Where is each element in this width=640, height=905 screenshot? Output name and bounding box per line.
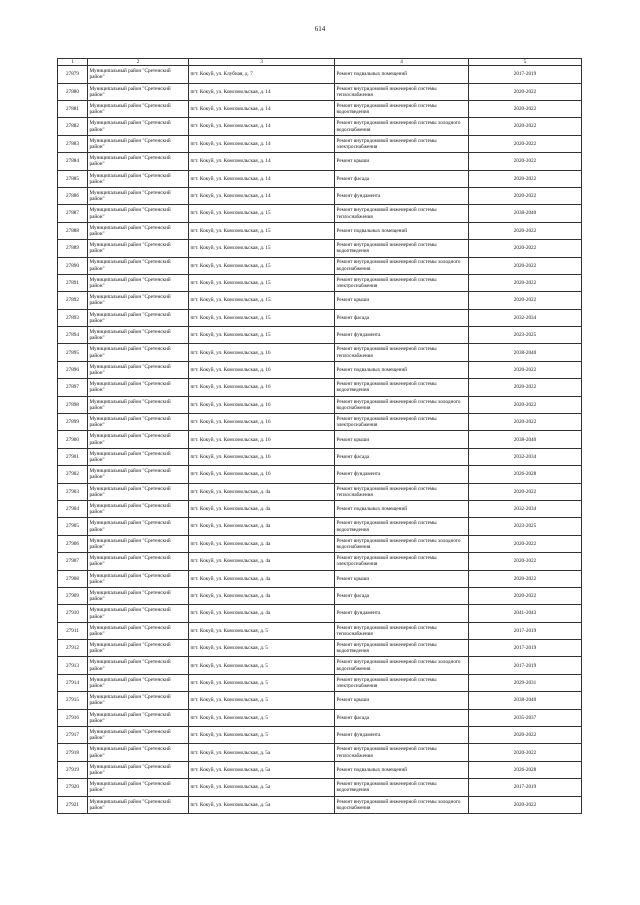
municipality-cell: Муниципальный район "Сретенский район" [88,431,189,448]
period-cell: 2038-2040 [469,431,582,448]
address-cell: пгт. Кокуй, ул. Комсомольская, д. 4а [189,570,335,587]
work-type-cell: Ремонт подвальных помещений [335,66,469,83]
address-cell: пгт. Кокуй, ул. Комсомольская, д. 5а [189,761,335,778]
municipality-cell: Муниципальный район "Сретенский район" [88,170,189,187]
work-type-cell: Ремонт внутридомовой инженерной системы холодного водоснабжения [335,796,469,813]
address-cell: пгт. Кокуй, ул. Комсомольская, д. 14 [189,118,335,135]
table-row [58,257,582,274]
municipality-cell: Муниципальный район "Сретенский район" [88,535,189,552]
period-cell: 2020-2022 [469,187,582,204]
address-cell: пгт. Кокуй, ул. Комсомольская, д. 5 [189,674,335,691]
table-row [58,622,582,639]
row-number-cell: 27905 [58,518,88,535]
work-type-cell: Ремонт крыши [335,692,469,709]
work-type-cell: Ремонт фундамента [335,605,469,622]
table-row [58,309,582,326]
municipality-cell: Муниципальный район "Сретенский район" [88,379,189,396]
work-type-cell: Ремонт внутридомовой инженерной системы теплоснабжения [335,83,469,100]
address-cell: пгт. Кокуй, ул. Комсомольская, д. 4а [189,500,335,517]
row-number-cell: 27920 [58,779,88,796]
table-row [58,605,582,622]
row-number-cell: 27886 [58,187,88,204]
period-cell: 2020-2022 [469,274,582,291]
work-type-cell: Ремонт внутридомовой инженерной системы электроснабжения [335,414,469,431]
table-row [58,100,582,117]
table-row [58,674,582,691]
municipality-cell: Муниципальный район "Сретенский район" [88,361,189,378]
row-number-cell: 27887 [58,205,88,222]
row-number-cell: 27883 [58,135,88,152]
period-cell: 2038-2040 [469,205,582,222]
address-cell: пгт. Кокуй, ул. Комсомольская, д. 14 [189,153,335,170]
row-number-cell: 27916 [58,709,88,726]
municipality-cell: Муниципальный район "Сретенский район" [88,396,189,413]
work-type-cell: Ремонт внутридомовой инженерной системы водоотведения [335,518,469,535]
row-number-cell: 27918 [58,744,88,761]
table-row [58,431,582,448]
work-type-cell: Ремонт внутридомовой инженерной системы водоотведения [335,240,469,257]
row-number-cell: 27909 [58,587,88,604]
municipality-cell: Муниципальный район "Сретенский район" [88,483,189,500]
table-row [58,274,582,291]
table-row [58,292,582,309]
row-number-cell: 27884 [58,153,88,170]
table-row [58,83,582,100]
address-cell: пгт. Кокуй, ул. Комсомольская, д. 5 [189,692,335,709]
table-row [58,135,582,152]
work-type-cell: Ремонт фасада [335,709,469,726]
address-cell: пгт. Кокуй, ул. Комсомольская, д. 4а [189,535,335,552]
table-row [58,553,582,570]
table-row [58,518,582,535]
municipality-cell: Муниципальный район "Сретенский район" [88,309,189,326]
row-number-cell: 27893 [58,309,88,326]
table-row [58,483,582,500]
row-number-cell: 27891 [58,274,88,291]
municipality-cell: Муниципальный район "Сретенский район" [88,66,189,83]
period-cell: 2017-2019 [469,622,582,639]
table-row [58,640,582,657]
address-cell: пгт. Кокуй, ул. Комсомольская, д. 5 [189,709,335,726]
municipality-cell: Муниципальный район "Сретенский район" [88,622,189,639]
work-type-cell: Ремонт внутридомовой инженерной системы теплоснабжения [335,205,469,222]
row-number-cell: 27896 [58,361,88,378]
table-row [58,744,582,761]
table-body [58,66,582,814]
work-type-cell: Ремонт фундамента [335,327,469,344]
period-cell: 2020-2022 [469,257,582,274]
period-cell: 2023-2025 [469,518,582,535]
municipality-cell: Муниципальный район "Сретенский район" [88,587,189,604]
period-cell: 2020-2022 [469,570,582,587]
municipality-cell: Муниципальный район "Сретенский район" [88,605,189,622]
work-type-cell: Ремонт крыши [335,153,469,170]
table-row [58,187,582,204]
row-number-cell: 27892 [58,292,88,309]
work-type-cell: Ремонт крыши [335,431,469,448]
work-type-cell: Ремонт внутридомовой инженерной системы теплоснабжения [335,344,469,361]
address-cell: пгт. Кокуй, ул. Комсомольская, д. 16 [189,466,335,483]
table-row [58,587,582,604]
work-type-cell: Ремонт фундамента [335,187,469,204]
address-cell: пгт. Кокуй, ул. Комсомольская, д. 16 [189,396,335,413]
table-row [58,692,582,709]
period-cell: 2020-2022 [469,240,582,257]
address-cell: пгт. Кокуй, ул. Комсомольская, д. 14 [189,170,335,187]
table-row [58,153,582,170]
address-cell: пгт. Кокуй, ул. Клубная, д. 7 [189,66,335,83]
period-cell: 2020-2022 [469,744,582,761]
work-type-cell: Ремонт внутридомовой инженерной системы холодного водоснабжения [335,396,469,413]
municipality-cell: Муниципальный район "Сретенский район" [88,100,189,117]
work-type-cell: Ремонт фасада [335,448,469,465]
municipality-cell: Муниципальный район "Сретенский район" [88,796,189,813]
municipality-cell: Муниципальный район "Сретенский район" [88,709,189,726]
address-cell: пгт. Кокуй, ул. Комсомольская, д. 15 [189,327,335,344]
row-number-cell: 27904 [58,500,88,517]
municipality-cell: Муниципальный район "Сретенский район" [88,257,189,274]
table-row [58,205,582,222]
municipality-cell: Муниципальный район "Сретенский район" [88,744,189,761]
row-number-cell: 27901 [58,448,88,465]
municipality-cell: Муниципальный район "Сретенский район" [88,118,189,135]
work-type-cell: Ремонт внутридомовой инженерной системы теплоснабжения [335,744,469,761]
period-cell: 2017-2019 [469,779,582,796]
municipality-cell: Муниципальный район "Сретенский район" [88,274,189,291]
address-cell: пгт. Кокуй, ул. Комсомольская, д. 15 [189,205,335,222]
row-number-cell: 27895 [58,344,88,361]
table-row [58,66,582,83]
work-type-cell: Ремонт внутридомовой инженерной системы холодного водоснабжения [335,657,469,674]
work-type-cell: Ремонт внутридомовой инженерной системы водоотведения [335,100,469,117]
address-cell: пгт. Кокуй, ул. Комсомольская, д. 4а [189,587,335,604]
work-type-cell: Ремонт фасада [335,170,469,187]
table-row [58,327,582,344]
municipality-cell: Муниципальный район "Сретенский район" [88,761,189,778]
municipality-cell: Муниципальный район "Сретенский район" [88,466,189,483]
municipality-cell: Муниципальный район "Сретенский район" [88,727,189,744]
table-row [58,344,582,361]
period-cell: 2020-2022 [469,483,582,500]
work-type-cell: Ремонт внутридомовой инженерной системы холодного водоснабжения [335,535,469,552]
work-type-cell: Ремонт внутридомовой инженерной системы холодного водоснабжения [335,118,469,135]
row-number-cell: 27908 [58,570,88,587]
work-type-cell: Ремонт внутридомовой инженерной системы водоотведения [335,640,469,657]
address-cell: пгт. Кокуй, ул. Комсомольская, д. 14 [189,100,335,117]
period-cell: 2020-2022 [469,153,582,170]
address-cell: пгт. Кокуй, ул. Комсомольская, д. 14 [189,135,335,152]
address-cell: пгт. Кокуй, ул. Комсомольская, д. 15 [189,309,335,326]
period-cell: 2023-2025 [469,327,582,344]
table-row [58,796,582,813]
table-row [58,361,582,378]
period-cell: 2020-2022 [469,118,582,135]
period-cell: 2020-2022 [469,535,582,552]
period-cell: 2020-2022 [469,292,582,309]
period-cell: 2041-2043 [469,605,582,622]
table-row [58,118,582,135]
row-number-cell: 27879 [58,66,88,83]
period-cell: 2017-2019 [469,657,582,674]
period-cell: 2032-2034 [469,448,582,465]
municipality-cell: Муниципальный район "Сретенский район" [88,518,189,535]
row-number-cell: 27921 [58,796,88,813]
table-row [58,779,582,796]
work-type-cell: Ремонт крыши [335,570,469,587]
work-type-cell: Ремонт внутридомовой инженерной системы холодного водоснабжения [335,257,469,274]
row-number-cell: 27881 [58,100,88,117]
address-cell: пгт. Кокуй, ул. Комсомольская, д. 15 [189,274,335,291]
table-row [58,500,582,517]
municipality-cell: Муниципальный район "Сретенский район" [88,135,189,152]
address-cell: пгт. Кокуй, ул. Комсомольская, д. 4а [189,605,335,622]
column-header-1: 1 [58,59,88,66]
table-row [58,535,582,552]
table-row [58,379,582,396]
period-cell: 2020-2022 [469,396,582,413]
work-type-cell: Ремонт подвальных помещений [335,361,469,378]
work-type-cell: Ремонт подвальных помещений [335,500,469,517]
municipality-cell: Муниципальный район "Сретенский район" [88,83,189,100]
municipality-cell: Муниципальный район "Сретенский район" [88,779,189,796]
table-row [58,466,582,483]
row-number-cell: 27915 [58,692,88,709]
row-number-cell: 27880 [58,83,88,100]
period-cell: 2020-2022 [469,100,582,117]
work-type-cell: Ремонт внутридомовой инженерной системы электроснабжения [335,553,469,570]
column-header-5: 5 [469,59,582,66]
period-cell: 2017-2019 [469,66,582,83]
work-type-cell: Ремонт внутридомовой инженерной системы электроснабжения [335,274,469,291]
work-type-cell: Ремонт внутридомовой инженерной системы водоотведения [335,379,469,396]
row-number-cell: 27913 [58,657,88,674]
address-cell: пгт. Кокуй, ул. Комсомольская, д. 16 [189,379,335,396]
address-cell: пгт. Кокуй, ул. Комсомольская, д. 16 [189,431,335,448]
work-type-cell: Ремонт внутридомовой инженерной системы водоотведения [335,779,469,796]
address-cell: пгт. Кокуй, ул. Комсомольская, д. 4а [189,553,335,570]
table-row [58,414,582,431]
municipality-cell: Муниципальный район "Сретенский район" [88,344,189,361]
municipality-cell: Муниципальный район "Сретенский район" [88,327,189,344]
row-number-cell: 27919 [58,761,88,778]
row-number-cell: 27882 [58,118,88,135]
period-cell: 2020-2022 [469,379,582,396]
period-cell: 2026-2028 [469,466,582,483]
table-header [58,59,582,66]
work-type-cell: Ремонт подвальных помещений [335,761,469,778]
table-row [58,396,582,413]
work-type-cell: Ремонт фундамента [335,466,469,483]
table-row [58,448,582,465]
period-cell: 2020-2022 [469,587,582,604]
address-cell: пгт. Кокуй, ул. Комсомольская, д. 15 [189,222,335,239]
table-row [58,761,582,778]
municipality-cell: Муниципальный район "Сретенский район" [88,222,189,239]
table-row [58,709,582,726]
row-number-cell: 27911 [58,622,88,639]
period-cell: 2032-2034 [469,309,582,326]
period-cell: 2020-2022 [469,135,582,152]
row-number-cell: 27912 [58,640,88,657]
municipality-cell: Муниципальный район "Сретенский район" [88,657,189,674]
address-cell: пгт. Кокуй, ул. Комсомольская, д. 4а [189,518,335,535]
municipality-cell: Муниципальный район "Сретенский район" [88,292,189,309]
row-number-cell: 27910 [58,605,88,622]
work-type-cell: Ремонт внутридомовой инженерной системы теплоснабжения [335,622,469,639]
work-type-cell: Ремонт подвальных помещений [335,222,469,239]
period-cell: 2020-2022 [469,170,582,187]
period-cell: 2017-2019 [469,640,582,657]
address-cell: пгт. Кокуй, ул. Комсомольская, д. 5а [189,796,335,813]
work-type-cell: Ремонт внутридомовой инженерной системы теплоснабжения [335,483,469,500]
municipality-cell: Муниципальный район "Сретенский район" [88,640,189,657]
address-cell: пгт. Кокуй, ул. Комсомольская, д. 15 [189,292,335,309]
period-cell: 2020-2022 [469,361,582,378]
row-number-cell: 27894 [58,327,88,344]
page-number: 614 [314,25,326,33]
municipality-cell: Муниципальный район "Сретенский район" [88,240,189,257]
row-number-cell: 27885 [58,170,88,187]
municipality-cell: Муниципальный район "Сретенский район" [88,205,189,222]
table-row [58,570,582,587]
row-number-cell: 27897 [58,379,88,396]
address-cell: пгт. Кокуй, ул. Комсомольская, д. 5 [189,727,335,744]
row-number-cell: 27917 [58,727,88,744]
table-row [58,657,582,674]
table-row [58,170,582,187]
work-type-cell: Ремонт внутридомовой инженерной системы электроснабжения [335,135,469,152]
address-cell: пгт. Кокуй, ул. Комсомольская, д. 14 [189,83,335,100]
row-number-cell: 27914 [58,674,88,691]
period-cell: 2020-2022 [469,553,582,570]
address-cell: пгт. Кокуй, ул. Комсомольская, д. 5 [189,657,335,674]
row-number-cell: 27907 [58,553,88,570]
municipality-cell: Муниципальный район "Сретенский район" [88,153,189,170]
municipality-cell: Муниципальный район "Сретенский район" [88,414,189,431]
period-cell: 2020-2022 [469,796,582,813]
municipality-cell: Муниципальный район "Сретенский район" [88,448,189,465]
row-number-cell: 27900 [58,431,88,448]
table-row [58,240,582,257]
municipality-cell: Муниципальный район "Сретенский район" [88,553,189,570]
address-cell: пгт. Кокуй, ул. Комсомольская, д. 15 [189,240,335,257]
row-number-cell: 27903 [58,483,88,500]
work-type-cell: Ремонт фасада [335,309,469,326]
work-type-cell: Ремонт фасада [335,587,469,604]
work-type-cell: Ремонт фундамента [335,727,469,744]
address-cell: пгт. Кокуй, ул. Комсомольская, д. 16 [189,414,335,431]
column-header-3: 3 [189,59,335,66]
period-cell: 2038-2040 [469,692,582,709]
address-cell: пгт. Кокуй, ул. Комсомольская, д. 5 [189,622,335,639]
period-cell: 2029-2031 [469,674,582,691]
row-number-cell: 27898 [58,396,88,413]
work-type-cell: Ремонт крыши [335,292,469,309]
period-cell: 2020-2022 [469,414,582,431]
address-cell: пгт. Кокуй, ул. Комсомольская, д. 5а [189,779,335,796]
row-number-cell: 27890 [58,257,88,274]
row-number-cell: 27899 [58,414,88,431]
period-cell: 2026-2028 [469,761,582,778]
row-number-cell: 27902 [58,466,88,483]
table-row [58,222,582,239]
period-cell: 2020-2022 [469,222,582,239]
header-row [58,59,582,66]
address-cell: пгт. Кокуй, ул. Комсомольская, д. 5а [189,744,335,761]
period-cell: 2020-2022 [469,83,582,100]
address-cell: пгт. Кокуй, ул. Комсомольская, д. 5 [189,640,335,657]
municipality-cell: Муниципальный район "Сретенский район" [88,674,189,691]
address-cell: пгт. Кокуй, ул. Комсомольская, д. 15 [189,257,335,274]
row-number-cell: 27888 [58,222,88,239]
period-cell: 2020-2022 [469,727,582,744]
address-cell: пгт. Кокуй, ул. Комсомольская, д. 16 [189,448,335,465]
repair-schedule-table [57,58,582,814]
address-cell: пгт. Кокуй, ул. Комсомольская, д. 14 [189,187,335,204]
municipality-cell: Муниципальный район "Сретенский район" [88,500,189,517]
work-type-cell: Ремонт внутридомовой инженерной системы электроснабжения [335,674,469,691]
table-row [58,727,582,744]
address-cell: пгт. Кокуй, ул. Комсомольская, д. 16 [189,344,335,361]
period-cell: 2032-2034 [469,500,582,517]
period-cell: 2038-2040 [469,344,582,361]
row-number-cell: 27889 [58,240,88,257]
row-number-cell: 27906 [58,535,88,552]
column-header-4: 4 [335,59,469,66]
municipality-cell: Муниципальный район "Сретенский район" [88,187,189,204]
address-cell: пгт. Кокуй, ул. Комсомольская, д. 4а [189,483,335,500]
municipality-cell: Муниципальный район "Сретенский район" [88,692,189,709]
period-cell: 2035-2037 [469,709,582,726]
municipality-cell: Муниципальный район "Сретенский район" [88,570,189,587]
address-cell: пгт. Кокуй, ул. Комсомольская, д. 16 [189,361,335,378]
column-header-2: 2 [88,59,189,66]
